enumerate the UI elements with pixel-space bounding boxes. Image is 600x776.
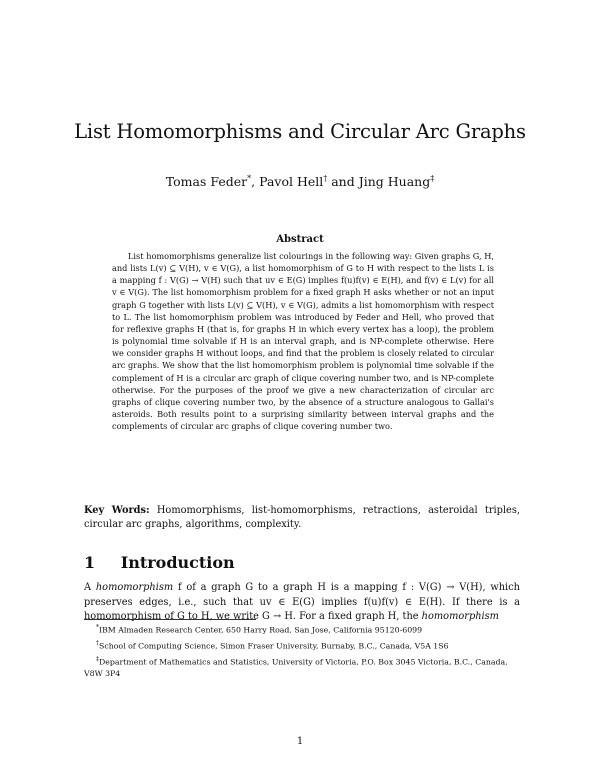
intro-paragraph [84, 581, 520, 625]
author-name: Pavol Hell [259, 174, 324, 190]
author-mark: ‡ [430, 174, 435, 183]
author-separator: , [251, 174, 260, 190]
author-separator: and [327, 174, 359, 190]
author-mark: * [247, 174, 252, 183]
intro-term: homomorphism [95, 582, 174, 593]
abstract-body: List homomorphisms generalize list colourings in the following way: Given graphs G, H, and lists L(v) ⊆ V(H), v ∈ V(G), a list homomorphism of G to H with respect to the lists L is a mapping f : V(G) → V(H) such that uv ∈ E(G) implies f(u)f(v) ∈ E(H), and f(v) ∈ L(v) for all v ∈ V(G). The list homomorphism problem for a fixed graph H asks whether or not an input graph G together with lists L(v) ⊆ V(H), v ∈ V(G), admits a list homomorphism with respect to L. The list homomorphism problem was introduced by Feder and Hell, who proved that for reflexive graphs H (that is, for graphs H in which every vertex has a loop), the problem is polynomial time solvable if H is an interval graph, and is NP-complete otherwise. Here we consider graphs H without loops, and find that the problem is closely related to circular arc graphs. We show that the list homomorphism problem is polynomial time solvable if the complement of H is a circular arc graph of clique covering number two, and is NP-complete otherwise. For the purposes of the proof we give a new characterization of circular arc graphs of clique covering number two, by the absence of a structure analogous to Gallai's asteroids. Both results point to a surprising similarity between interval graphs and the complements of circular arc graphs of clique covering number two. [112, 251, 494, 432]
intro-term-2: homomorphism [421, 611, 499, 622]
footnote-rule [84, 619, 256, 620]
keywords-paragraph [84, 504, 520, 532]
footnote [96, 622, 520, 636]
author-name: Tomas Feder [165, 174, 248, 190]
intro-start: A [84, 582, 96, 593]
abstract-heading: Abstract [276, 234, 324, 245]
author-mark: † [323, 174, 328, 183]
footnote-text: School of Computing Science, Simon Fraser University, Burnaby, B.C., Canada, V5A 1S6 [99, 641, 449, 651]
author-line [0, 174, 600, 189]
footnote-text: IBM Almaden Research Center, 650 Harry Road, San Jose, California 95120-6099 [99, 625, 423, 635]
footnote-text: Department of Mathematics and Statistics, University of Victoria, P.O. Box 3045 Victoria, B.C., Canada, V8W 3P4 [84, 657, 508, 678]
keywords-label: Key Words: [84, 505, 150, 516]
section-heading [84, 553, 235, 572]
author-name: Jing Huang [358, 174, 431, 190]
footnote-mark: ‡ [96, 656, 99, 663]
footnote-mark: † [96, 640, 99, 647]
paper-title: List Homomorphisms and Circular Arc Graphs [74, 120, 526, 143]
footnote [84, 654, 520, 679]
page-number: 1 [296, 736, 304, 747]
section-title: Introduction [120, 553, 235, 572]
footnote [96, 638, 520, 652]
keywords-text: Homomorphisms, list-homomorphisms, retractions, asteroidal triples, circular arc graphs, algorithms, complexity. [84, 505, 520, 530]
section-number: 1 [84, 553, 96, 572]
intro-text: f of a graph G to a graph H is a mapping f : V(G) → V(H), which preserves edges, i.e., such that uv ∈ E(G) implies f(u)f(v) ∈ E(H). If there is a homomorphism of G to H, we write G → H. For a fixed graph H, the [84, 582, 520, 622]
footnote-mark: * [96, 624, 99, 631]
